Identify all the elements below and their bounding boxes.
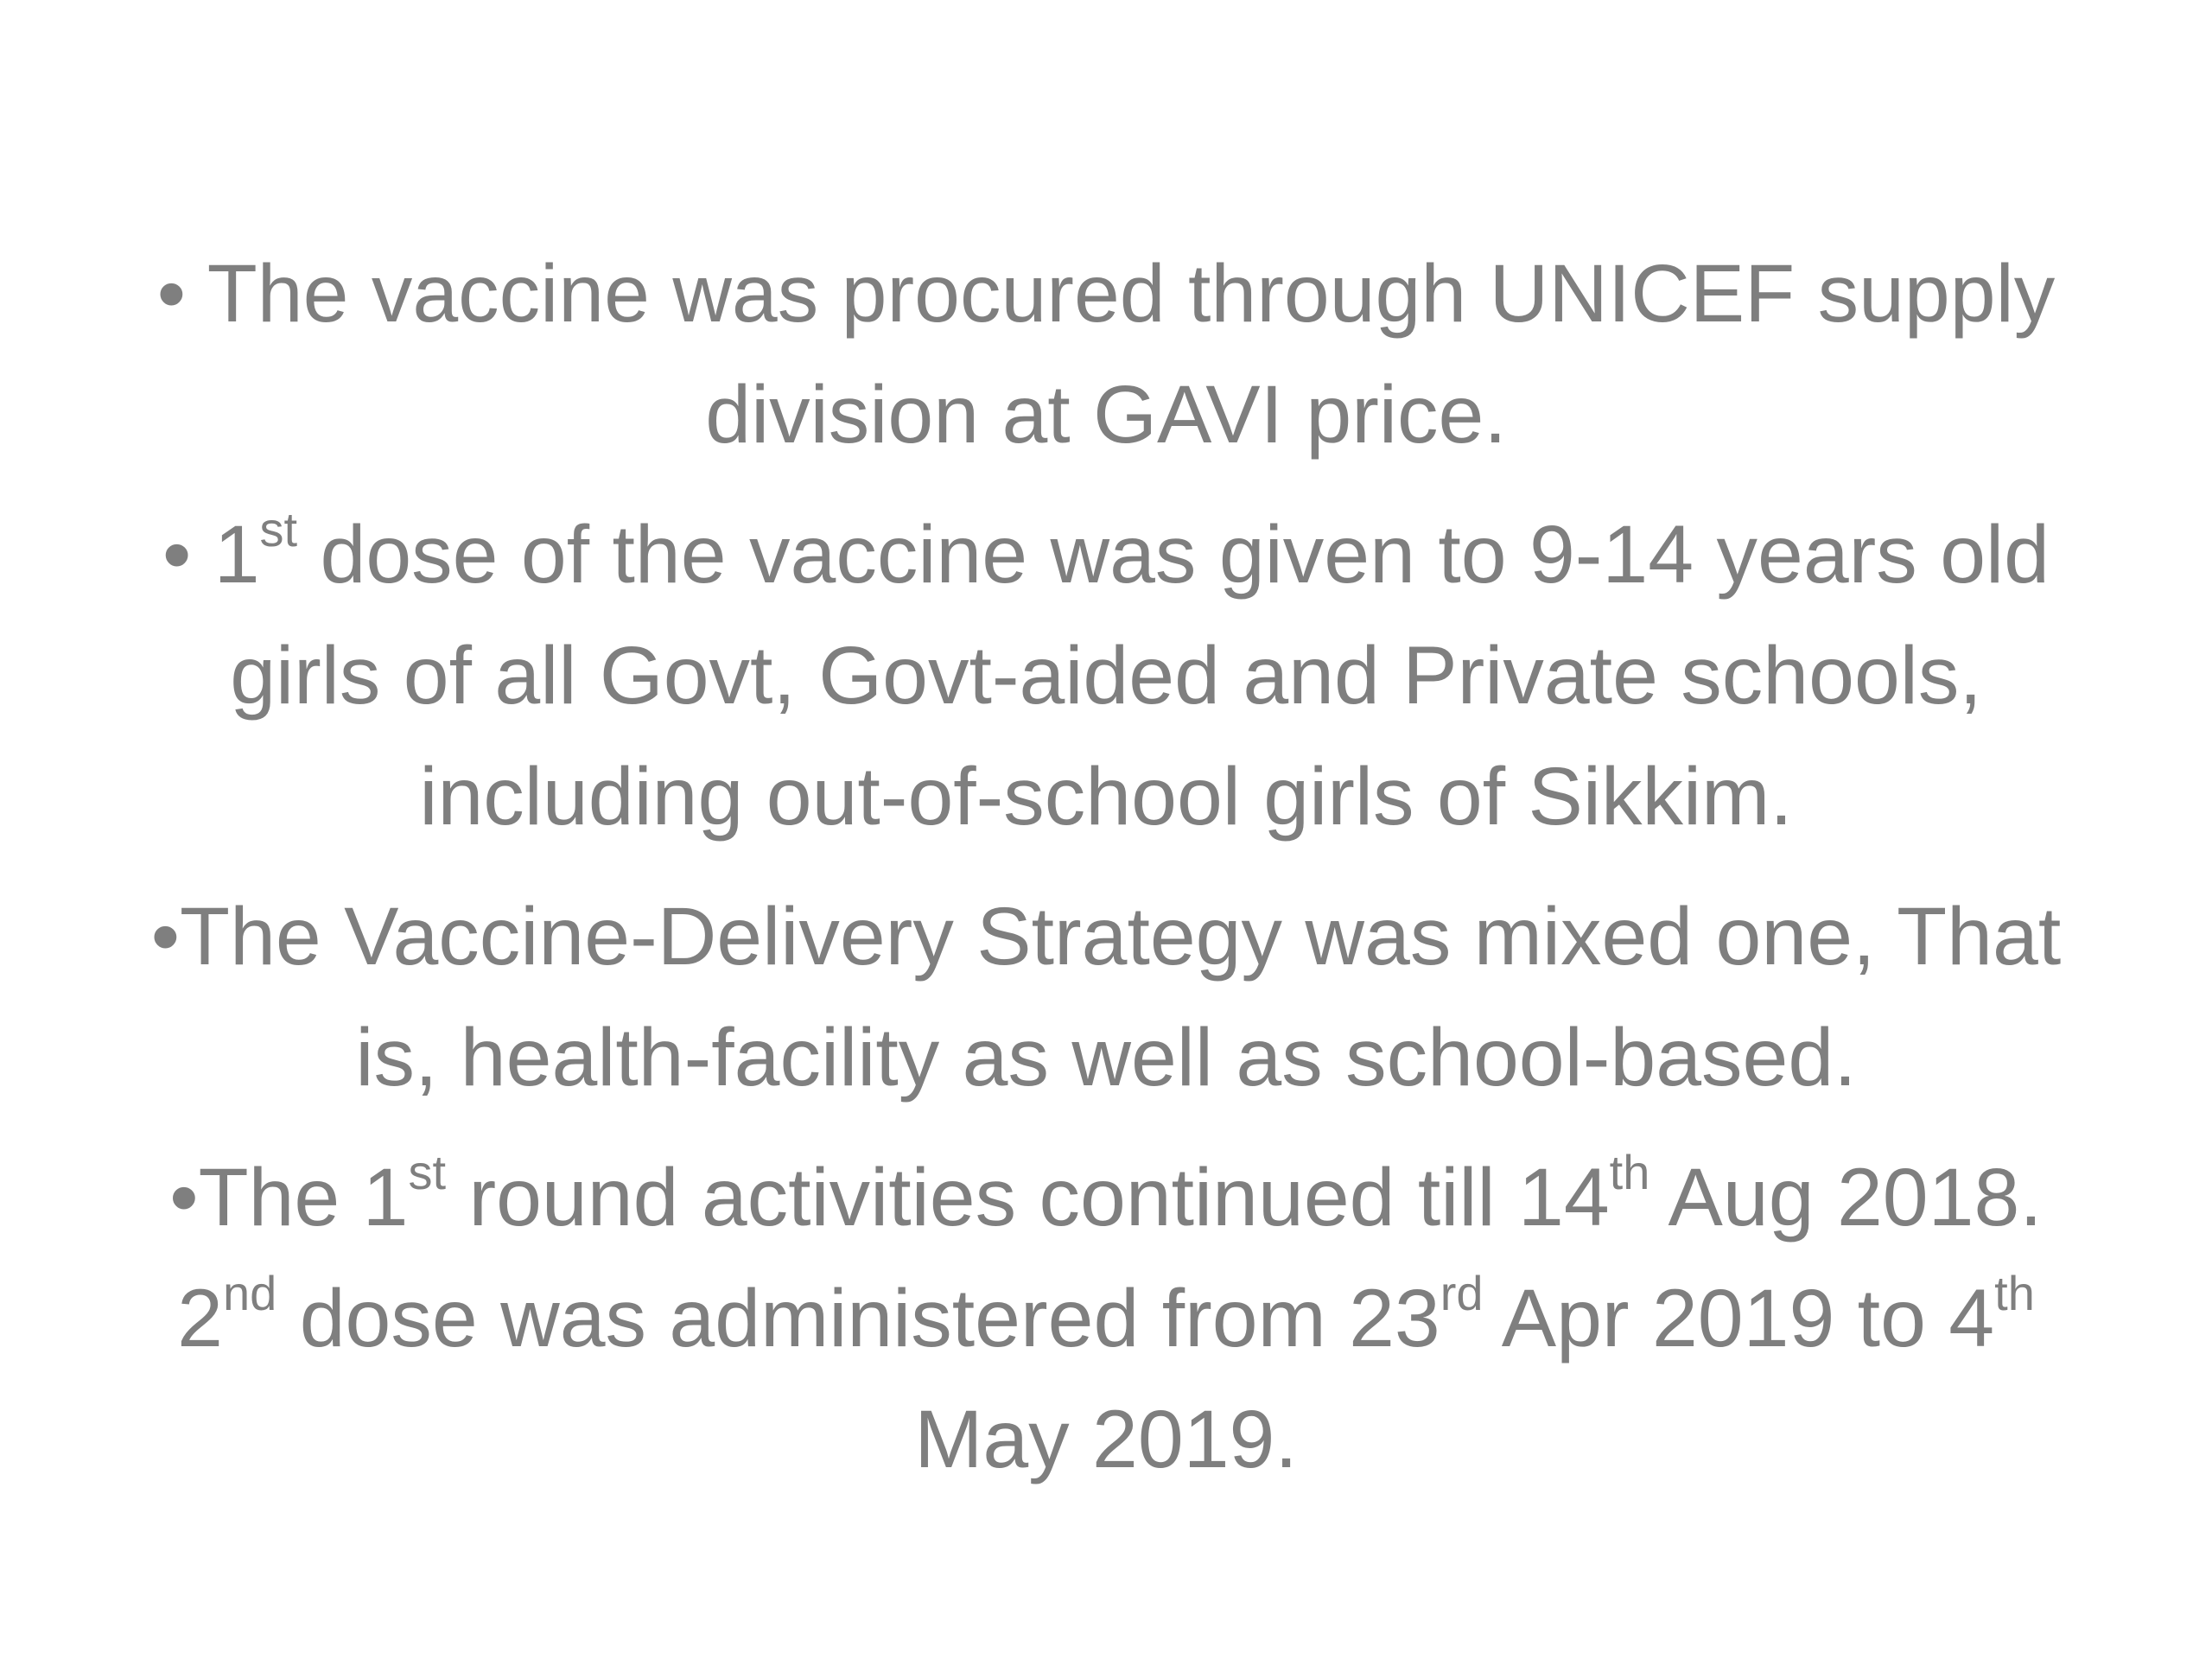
- bullet-text: round activities continued till 14: [446, 1152, 1610, 1243]
- ordinal-suffix: rd: [1440, 1266, 1484, 1320]
- ordinal-suffix: th: [1994, 1266, 2035, 1320]
- bullet-rounds-timeline: [138, 1137, 2074, 1500]
- ordinal-number: 1: [213, 509, 260, 601]
- bullet-delivery-strategy: [138, 876, 2074, 1118]
- bullet-first-dose: [138, 494, 2074, 857]
- bullet-text: dose was administered from 23: [276, 1273, 1440, 1364]
- bullet-text: Aug 2018. 2: [177, 1152, 2043, 1364]
- ordinal-suffix: st: [259, 502, 298, 556]
- ordinal-suffix: th: [1609, 1145, 1650, 1199]
- ordinal-suffix: st: [408, 1145, 447, 1199]
- bullet-text: The vaccine was procured through UNICEF supply division at GAVI price.: [207, 248, 2056, 461]
- bullet-icon: •: [150, 891, 181, 982]
- bullet-text: The Vaccine-Delivery Strategy was mixed one, That is, health-facility as well as school-based.: [180, 891, 2062, 1103]
- bullet-procurement: [138, 233, 2074, 475]
- bullet-icon: •: [156, 248, 187, 340]
- bullet-icon: •: [162, 509, 192, 601]
- bullet-icon: •: [169, 1152, 199, 1243]
- bullet-text: The 1: [198, 1152, 409, 1243]
- ordinal-suffix: nd: [223, 1266, 277, 1320]
- bullet-text: Apr 2019 to 4: [1483, 1273, 1995, 1364]
- bullet-text: dose of the vaccine was given to 9-14 years old girls of all Govt, Govt-aided and Private schools, including out-of-school girls of Sikkim.: [230, 509, 2050, 842]
- slide-body: [138, 233, 2074, 1500]
- bullet-text: May 2019.: [914, 1394, 1298, 1485]
